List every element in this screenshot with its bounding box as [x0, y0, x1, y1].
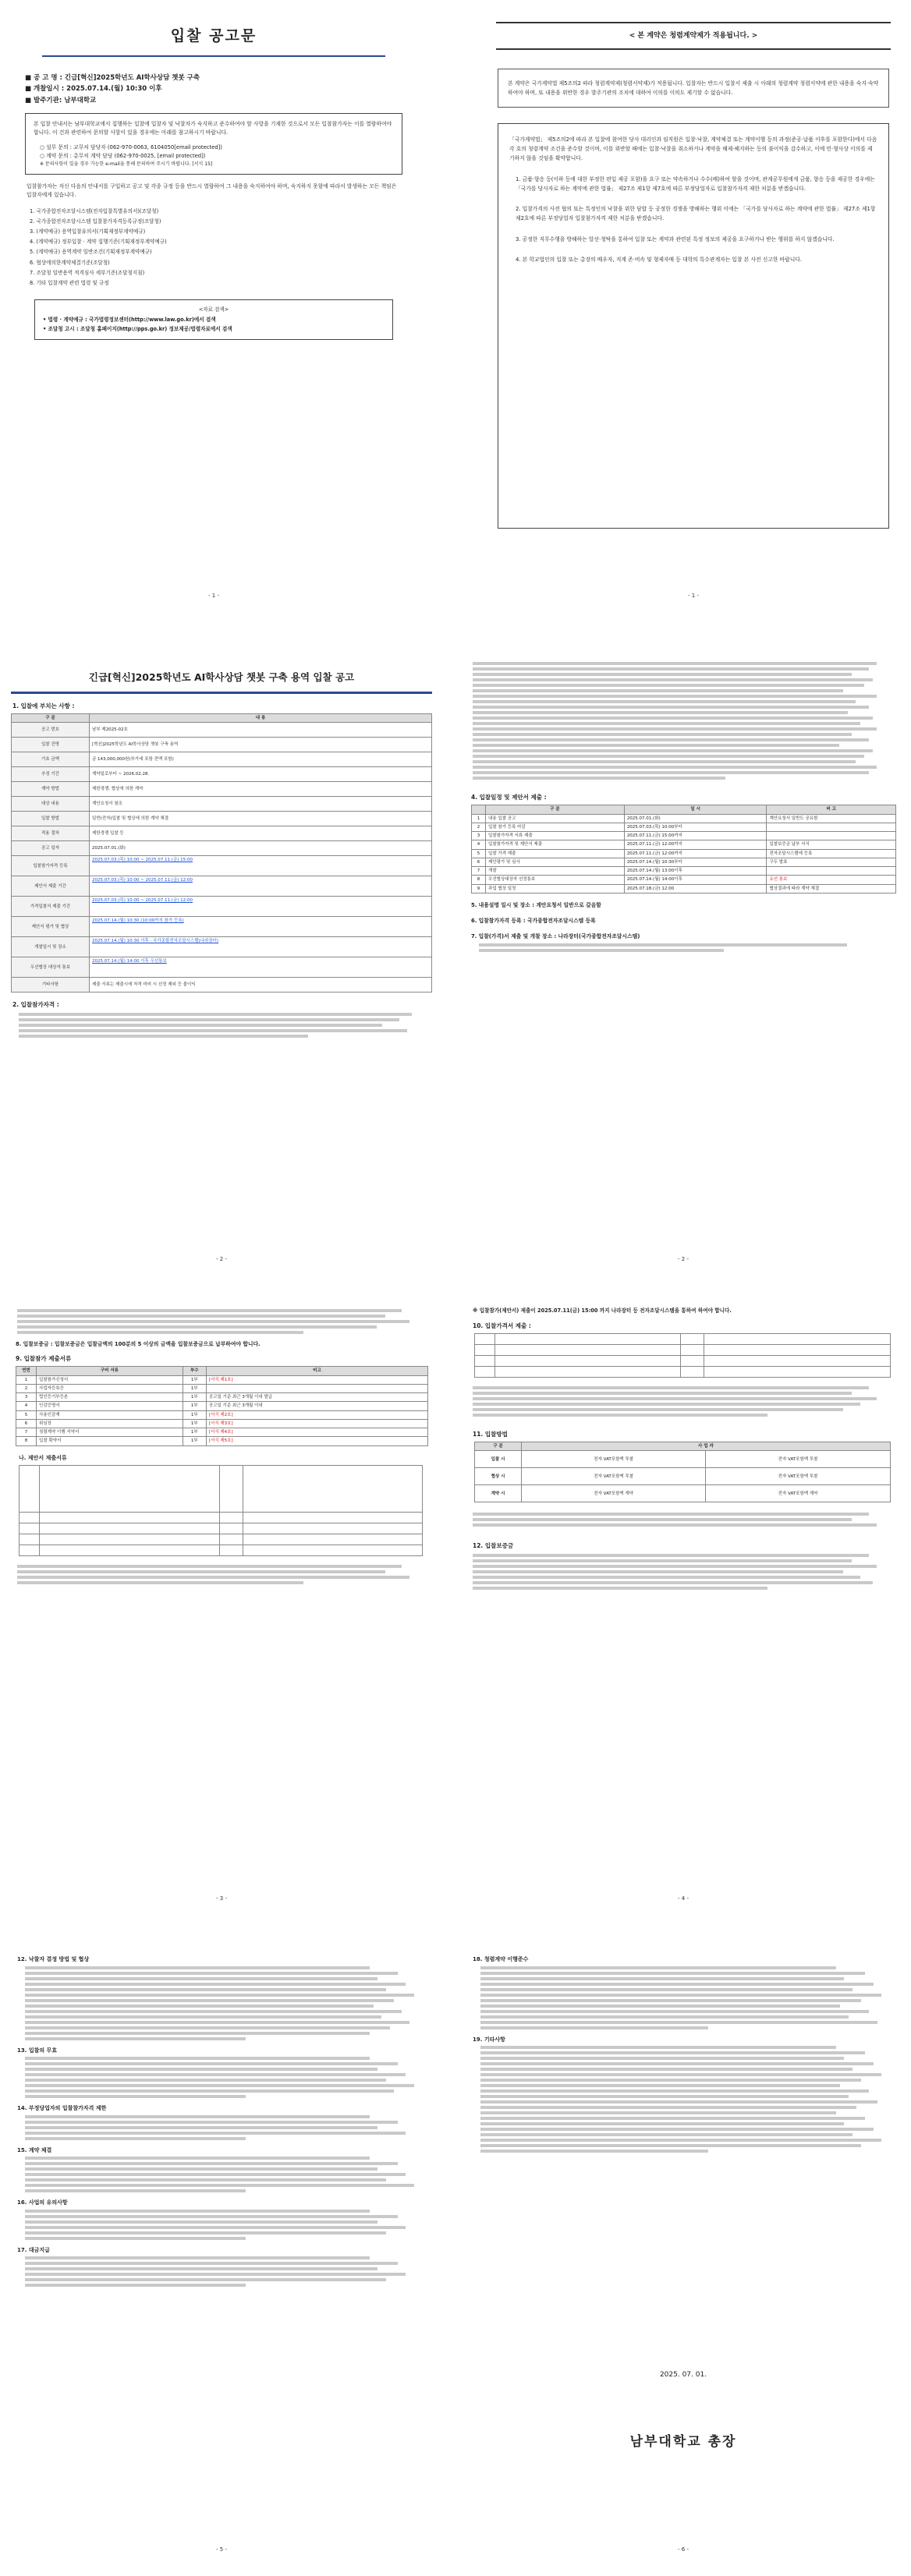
signature-date: 2025. 07. 01. — [659, 2371, 707, 2379]
table-cell: 3 — [16, 1393, 37, 1402]
page-number: - 6 - — [678, 2546, 689, 2553]
integrity-item: 3. 공정한 직무수행을 방해하는 알선·청탁을 통하여 입찰 또는 계약과 관련된 특정 정보의 제공을 요구하거나 받는 행위를 하지 않겠습니다. — [516, 235, 835, 242]
table-cell: 협상결과에 따라 계약 체결 — [767, 884, 895, 893]
integrity-body: 「국가계약법」 제5조의2에 따라 본 입찰에 참여한 당사 대리인과 임직원은 입찰·낙찰, 계약체결 또는 계약이행 등의 과정(준공·납품 이후를 포함한다)에서 다음 각 호의 청렴계약 조건을 준수할 것이며, 이를 위반할 때에는 입찰·낙찰을 취소하거나 계약을 해제·해지하는 등의 불이익을 감수하고, 이에 민·형사상 이의를 제기하지 않을 것임을 확약합니다. — [509, 136, 877, 162]
table-cell — [767, 867, 895, 876]
table-cell: 5 — [16, 1410, 37, 1419]
contact-line: ○ 설무 문의 : 교무처 담당자 (062-970-0063, 6104050[email protected]) — [40, 143, 222, 150]
table-cell: 입찰참가신청서 — [37, 1375, 183, 1384]
section-heading: 17. 대금지급 — [17, 2246, 50, 2253]
table-cell: 5 — [472, 849, 486, 858]
table-cell: 1부 — [183, 1437, 206, 1445]
table-header: 연번 — [16, 1367, 37, 1375]
table-header: 부수 — [183, 1367, 206, 1375]
law-item: 6. 협상에의한계약체결기준(조달청) — [30, 259, 110, 266]
table-row — [16, 1437, 428, 1445]
title-rule — [42, 55, 385, 57]
overview-table — [11, 713, 432, 993]
table-row — [12, 738, 432, 752]
integrity-item: 1. 금품·향응 등(이하 등에 대한 부정한 편입 제공 포함)을 요구 또는 약속하거나 수수(배)하여 할을 것이며, 관계공무원에게 금품, 향응 등을 제공한 경우에는 「국가를 당사자로 하는 계약에 관한 법률」 제27조 제1항 제7호에 따른 부정당업자로 입찰참가자격 제한 처분을 받겠습니다. — [516, 175, 875, 192]
row-value: 2025.07.01.(화) — [90, 841, 432, 856]
table-row — [12, 812, 432, 826]
law-item: 4. (계약예규) 정부입찰 · 계약 집행기준(기획재정부계약예규) — [30, 239, 167, 246]
table-header: 일 시 — [624, 805, 767, 814]
table-cell: 전자 VAT포함액 계약 — [522, 1485, 706, 1502]
law-item: 7. 조달청 일반용역 적격심사 세부기준(조달청지침) — [30, 269, 145, 276]
notice-box — [25, 113, 402, 175]
table-cell: 입찰 확약서 — [37, 1437, 183, 1445]
contact-line: ○ 계약 문의 : 총무처 계약 담당 (062-970-0025, [email protected]) — [40, 152, 206, 159]
notice-intro: 본 입찰 안내서는 남부대학교에서 집행하는 입찰에 입찰자 및 낙찰자가 숙지하고 준수하여야 할 사항을 기재한 것으로서 모든 입찰참가자는 이를 열람하여야 합니다. 이 건과 관련하여 문의할 사항이 있을 경우에는 아래를 참고하시기 바랍니다. — [34, 121, 392, 136]
filler-text — [17, 2057, 426, 2098]
price-table — [474, 1333, 891, 1378]
row-label: 입찰참가자격 등록 — [12, 856, 90, 876]
row-value: 일반(전자)입찰 및 협상에 의한 계약 체결 — [90, 812, 432, 826]
table-cell: 전자 VAT포함액 계약 — [706, 1485, 890, 1502]
table-row — [475, 1468, 891, 1485]
table-cell: 우선협상대상자 선정통보 — [486, 876, 625, 884]
table-cell: 1부 — [183, 1375, 206, 1384]
signature-name: 남부대학교 총장 — [629, 2434, 737, 2450]
section-line: 6. 입찰참가자격 등록 : 국가종합전자조달시스템 등록 — [471, 917, 596, 924]
table-cell: [서식 제2호] — [206, 1410, 427, 1419]
table-cell: 2025.07.14.(월) 10:30부터 — [624, 858, 767, 866]
table-cell: 전자 VAT포함액 투찰 — [522, 1451, 706, 1468]
row-label: 입찰 건명 — [12, 738, 90, 752]
integrity-intro-box — [498, 69, 889, 108]
table-cell: [서식 제3호] — [206, 1419, 427, 1428]
filler-text — [11, 1013, 432, 1038]
table-cell: 구두 발표 — [767, 858, 895, 866]
integrity-header: < 본 계약은 청렴계약제가 적용됩니다. > — [629, 32, 758, 40]
table-row — [472, 884, 896, 893]
page-1 — [11, 11, 417, 611]
table-row — [12, 767, 432, 782]
table-cell: 전자 VAT포함액 투찰 — [522, 1468, 706, 1485]
table-header: 비고 — [206, 1367, 427, 1375]
law-item: 8. 기타 입찰계약 관련 법령 및 규정 — [30, 279, 109, 286]
section-heading: 15. 계약 체결 — [17, 2146, 52, 2153]
filler-text — [473, 1966, 894, 2029]
section-heading: 나. 제안서 제출서류 — [19, 1454, 67, 1461]
page-5 — [11, 1294, 432, 1910]
table-row — [16, 1384, 428, 1392]
row-label: 우선협상 대상자 통보 — [12, 957, 90, 978]
page-4 — [466, 655, 900, 1271]
table-cell: 3 — [472, 832, 486, 840]
row-value: 2025.07.14.(월) 10:30 (10:00까지 참가 등록) — [90, 917, 432, 937]
table-row — [12, 917, 432, 937]
table-cell: 1부 — [183, 1410, 206, 1419]
table-row — [12, 856, 432, 876]
row-label: 기타사항 — [12, 978, 90, 993]
announcement-title: 긴급[혁신]2025학년도 AI학사상담 챗봇 구축 용역 입찰 공고 — [88, 671, 355, 683]
section-heading: 13. 입찰의 무효 — [17, 2047, 58, 2054]
reference-line: • 조달청 고시 : 조달청 홈페이지(http://pps.go.kr) 정보제공/법령자료에서 검색 — [43, 326, 232, 333]
table-cell: 계약 시 — [475, 1485, 522, 1502]
table-row — [472, 832, 896, 840]
table-cell: 제안평가 및 심사 — [486, 858, 625, 866]
filler-text — [17, 2115, 426, 2140]
table-row — [12, 752, 432, 767]
table-row — [12, 826, 432, 841]
table-row — [472, 858, 896, 866]
table-cell: 1부 — [183, 1428, 206, 1437]
table-cell: 7 — [16, 1428, 37, 1437]
table-cell: 계안요청서 일반도 공유함 — [767, 814, 895, 823]
page-6 — [466, 1294, 900, 1910]
table-row — [472, 867, 896, 876]
page-2 — [487, 11, 900, 611]
row-label: 추정 기간 — [12, 767, 90, 782]
table-cell: 입찰 가격 제출 — [486, 849, 625, 858]
table-cell — [767, 832, 895, 840]
table-cell: 입찰보증금 납부 서식 — [767, 840, 895, 849]
filler-text — [17, 1966, 426, 2040]
row-value: [혁신]2025학년도 AI학사상담 챗봇 구축 용역 — [90, 738, 432, 752]
section-heading: 2. 입찰참가자격 : — [12, 1001, 59, 1009]
table-row — [12, 841, 432, 856]
page-number: - 3 - — [216, 1895, 227, 1902]
table-cell: 개찰 — [486, 867, 625, 876]
table-row — [16, 1375, 428, 1384]
table-cell: 전자 VAT포함액 투찰 — [706, 1468, 890, 1485]
table-row — [12, 782, 432, 797]
section-heading: 16. 사업의 유의사항 — [17, 2199, 68, 2206]
contact-line: ※ 문의사항이 있을 경우 가능한 e-mail을 통해 문의하여 주시기 바랍니다. [서식 15] — [40, 161, 213, 167]
row-label: 입찰 방법 — [12, 812, 90, 826]
filler-text — [473, 2046, 894, 2153]
filler-text — [466, 655, 900, 787]
table-cell: 6 — [472, 858, 486, 866]
table-cell: 사업자등록증 — [37, 1384, 183, 1392]
page-title: 입찰 공고문 — [170, 27, 257, 44]
table-cell: 2025.07.14.(월) 14:00이후 — [624, 876, 767, 884]
row-value: 2025.07.14.(월) 10:30 이후 · 국가종합전자조달시스템(나라장터) — [90, 937, 432, 957]
page-8 — [466, 1934, 900, 2557]
section-line: 5. 내용설명 일시 및 장소 : 계안요청서 일반으로 갈음함 — [471, 901, 601, 908]
row-label: 계약 방법 — [12, 782, 90, 797]
table-cell: 1 — [472, 814, 486, 823]
integrity-item: 2. 입찰가격의 사전 협의 또는 특정인의 낙찰을 위한 담합 등 공정한 경쟁을 방해하는 행위 이에는 「국가를 당사자로 하는 계약에 관한 법률」 제27조 제1항 제2호에 따른 부정당업자 입찰참가자격 제한 처분을 받겠습니다. — [516, 206, 876, 222]
table-cell: 공고일 기준 최근 3개월 이내 발급 — [206, 1393, 427, 1402]
proposal-table — [19, 1465, 423, 1556]
table-cell: 전자조달시스템에 등록 — [767, 849, 895, 858]
table-cell: 청렴계약 이행 서약서 — [37, 1428, 183, 1437]
row-label: 개찰일시 및 장소 — [12, 937, 90, 957]
table-cell — [767, 823, 895, 831]
page-7 — [11, 1934, 432, 2557]
table-header: 사 업 자 — [522, 1442, 891, 1451]
schedule-table — [471, 805, 896, 893]
row-value: 제출 서류는 제출시에 자격 미비 시 선정 제외 등 불이익 — [90, 978, 432, 993]
filler-text — [17, 2256, 426, 2287]
table-cell: 입찰 참가 등록 마감 — [486, 823, 625, 831]
table-row — [12, 897, 432, 917]
filler-text — [466, 943, 900, 952]
table-row — [16, 1402, 428, 1410]
filler-text — [466, 1378, 900, 1425]
table-row — [12, 723, 432, 738]
table-row — [12, 957, 432, 978]
section-heading: 12. 낙찰자 결정 방법 및 협상 — [17, 1956, 90, 1962]
table-cell: 4 — [472, 840, 486, 849]
table-cell: 2 — [472, 823, 486, 831]
documents-table — [16, 1366, 428, 1445]
reference-line: • 법령 · 계약예규 : 국가법령정보센터(http://www.law.go.kr)에서 검색 — [43, 316, 216, 323]
table-cell: 2025.07.11.(금) 12:00까지 — [624, 840, 767, 849]
section-heading: 1. 입찰에 부치는 사항 : — [12, 702, 75, 709]
table-cell: 1부 — [183, 1419, 206, 1428]
notice-line: ※ 입찰참가(제안서) 제출이 2025.07.11(금) 15:00 까지 나라장터 등 전자조달시스템을 통하여 하여야 합니다. — [473, 1307, 732, 1314]
row-value: 금 143,000,000원(부가세 포함 전액 포함) — [90, 752, 432, 767]
table-row — [475, 1451, 891, 1468]
table-row — [16, 1428, 428, 1437]
table-row — [472, 849, 896, 858]
table-row — [12, 937, 432, 957]
integrity-item: 4. 본 학교법인의 입찰 또는 총장의 배우자, 직계 존·비속 및 형제자매 등 대학의 특수관계자는 입찰 본 사전 신고한 바랍니다. — [516, 256, 803, 263]
table-cell: 4 — [16, 1402, 37, 1410]
filler-text — [17, 2210, 426, 2240]
law-item: 5. (계약예규) 용역계약 일반조건(기획재정부계약예규) — [30, 249, 152, 256]
row-value: 제한경쟁, 협상에 의한 계약 — [90, 782, 432, 797]
table-cell: 위임장 — [37, 1419, 183, 1428]
meta-line: ■ 발주기관: 남부대학교 — [25, 97, 97, 105]
table-cell: 2025.07.11.(금) 15:00까지 — [624, 832, 767, 840]
meta-line: ■ 개찰일시 : 2025.07.14.(월) 10:30 이후 — [25, 85, 162, 94]
row-label: 적용 절차 — [12, 826, 90, 841]
section-heading: 10. 입찰가격서 제출 : — [473, 1322, 531, 1329]
table-header — [472, 805, 486, 814]
title-rule — [11, 692, 432, 694]
row-label: 기초 금액 — [12, 752, 90, 767]
section-heading: 14. 부정당업자의 입찰참가자격 제한 — [17, 2105, 107, 2111]
section-heading: 11. 입찰방법 — [473, 1430, 508, 1438]
section-line: 7. 입찰(가격)서 제출 및 개찰 장소 : 나라장터(국가종합전자조달시스템) — [471, 933, 640, 940]
table-row — [472, 876, 896, 884]
row-value: 제한경쟁 입찰 등 — [90, 826, 432, 841]
page-number: - 5 - — [216, 2546, 227, 2553]
page-number: - 1 - — [208, 593, 219, 599]
page-number: - 1 - — [688, 593, 699, 599]
table-row — [472, 823, 896, 831]
table-cell: 사용인감계 — [37, 1410, 183, 1419]
table-cell: 내용 입찰 공고 — [486, 814, 625, 823]
table-cell: 9 — [472, 884, 486, 893]
row-label: 제안서 제출 기간 — [12, 876, 90, 897]
reference-title: <자료 검색> — [198, 306, 229, 313]
meta-line: ■ 공 고 명 : 긴급[혁신]2025학년도 AI학사상담 챗봇 구축 — [25, 73, 200, 82]
table-cell — [206, 1384, 427, 1392]
table-row — [472, 840, 896, 849]
integrity-body-box — [498, 123, 889, 529]
table-row — [12, 797, 432, 812]
table-cell: 전자 VAT포함액 투찰 — [706, 1451, 890, 1468]
table-cell: 입찰참가자격 및 제안서 제출 — [486, 840, 625, 849]
law-item: 3. (계약예규) 용역입찰유의서(기획재정부계약예규) — [30, 228, 146, 235]
row-value: 계안요청서 참조 — [90, 797, 432, 812]
table-cell: 7 — [472, 867, 486, 876]
row-value: 남부 제2025-02호 — [90, 723, 432, 738]
section-heading: 9. 입찰참가 제출서류 — [16, 1355, 72, 1363]
table-header: 구 분 — [486, 805, 625, 814]
table-row — [475, 1485, 891, 1502]
section-line: 8. 입찰보증금 : 입찰보증금은 입찰금액의 100분의 5 이상의 금액을 입찰보증금으로 납부하여야 합니다. — [16, 1341, 261, 1347]
integrity-intro: 본 계약은 국가계약법 제5조의2 따라 청렴계약제(청렴서약제)가 적용됩니다. 입찰자는 반드시 입찰서 제출 시 아래의 청렴계약 청렴서약에 관한 내용을 숙지·숙약하여야 하며, 또 내용을 위반한 경우 발주기관의 조치에 대하여 이의를 이의도 제기할 수 없습니다. — [508, 80, 879, 96]
table-cell: 유선 통보 — [767, 876, 895, 884]
table-cell: 2025.07.01.(화) — [624, 814, 767, 823]
filler-text — [11, 1556, 432, 1593]
table-cell: 과업 협상 일정 — [486, 884, 625, 893]
table-row — [472, 814, 896, 823]
table-row — [12, 978, 432, 993]
row-label: 가격입찰서 제출 기간 — [12, 897, 90, 917]
table-cell: 6 — [16, 1419, 37, 1428]
filler-text — [11, 1294, 432, 1334]
table-cell: 공고일 기준 최근 3개월 이내 — [206, 1402, 427, 1410]
table-cell: 2 — [16, 1384, 37, 1392]
section-heading: 18. 청렴계약 이행준수 — [473, 1956, 529, 1962]
table-cell: 2025.07.18.(금) 12:00 — [624, 884, 767, 893]
table-cell: 2025.07.14.(월) 13:00이후 — [624, 867, 767, 876]
table-cell: 8 — [16, 1437, 37, 1445]
method-table — [474, 1442, 891, 1502]
filler-text — [466, 1554, 900, 1590]
table-cell: 협상 시 — [475, 1468, 522, 1485]
table-cell: [서식 제1호] — [206, 1375, 427, 1384]
reference-box — [34, 299, 393, 340]
row-value: 2025.07.14.(월) 14:00 이후 우선통보 — [90, 957, 432, 978]
page-number: - 4 - — [678, 1895, 689, 1902]
law-list — [30, 207, 398, 289]
table-cell: 2025.07.11.(금) 12:00까지 — [624, 849, 767, 858]
row-label: 공고 일자 — [12, 841, 90, 856]
table-row — [16, 1393, 428, 1402]
table-cell: 2025.07.03.(목) 10:00부터 — [624, 823, 767, 831]
law-item: 2. 국가종합전자조달시스템 입찰참가자격등록규정(조달청) — [30, 218, 161, 225]
section-heading: 4. 입찰일정 및 제안서 제출 : — [471, 794, 547, 801]
table-cell: 1부 — [183, 1384, 206, 1392]
meta-block — [11, 73, 417, 108]
row-label: 대상 내용 — [12, 797, 90, 812]
table-cell: 1부 — [183, 1402, 206, 1410]
table-header: 내 용 — [90, 714, 432, 723]
row-value: 2025.07.03.(목) 10:00 ~ 2025.07.11.(금) 15:00 — [90, 856, 432, 876]
section-heading: 19. 기타사항 — [473, 2036, 505, 2043]
row-label: 공고 번호 — [12, 723, 90, 738]
row-value: 2025.07.03.(목) 10:00 ~ 2025.07.11.(금) 12:00 — [90, 876, 432, 897]
table-header: 비 고 — [767, 805, 895, 814]
table-cell: 법인등기부등본 — [37, 1393, 183, 1402]
table-cell: 인감증명서 — [37, 1402, 183, 1410]
table-row — [16, 1419, 428, 1428]
table-cell: 8 — [472, 876, 486, 884]
law-item: 1. 국가종합전자조달시스템(전자입찰특별유의서)(조달청) — [30, 207, 159, 214]
para-2: 입찰참가자는 자신 다음의 안내서를 구입하고 공고 및 각종 규정 등을 반드시 열람하여 그 내용을 숙지하여야 하며, 숙지하지 못함에 따라서 발생하는 모든 책임은 입찰자에게 있습니다. — [27, 183, 397, 199]
table-header: 구비 서류 — [37, 1367, 183, 1375]
table-cell: [서식 제5호] — [206, 1437, 427, 1445]
page-number: - 2 - — [216, 1256, 227, 1262]
table-header: 구 분 — [475, 1442, 522, 1451]
filler-text — [466, 1502, 900, 1537]
table-cell: 입찰 시 — [475, 1451, 522, 1468]
table-cell: 1 — [16, 1375, 37, 1384]
row-label: 제안서 평가 및 협상 — [12, 917, 90, 937]
page-3 — [11, 655, 432, 1271]
table-header: 구 분 — [12, 714, 90, 723]
section-heading: 12. 입찰보증금 — [473, 1542, 514, 1550]
page-number: - 2 - — [678, 1256, 689, 1262]
table-row — [12, 876, 432, 897]
table-cell: 입찰참가자격 서류 제출 — [486, 832, 625, 840]
filler-text — [17, 2157, 426, 2192]
table-cell: 1부 — [183, 1393, 206, 1402]
table-row — [16, 1410, 428, 1419]
row-value: 2025.07.03.(목) 10:00 ~ 2025.07.11.(금) 12:00 — [90, 897, 432, 917]
table-cell: [서식 제4호] — [206, 1428, 427, 1437]
row-value: 계약일로부터 ~ 2026.02.28. — [90, 767, 432, 782]
